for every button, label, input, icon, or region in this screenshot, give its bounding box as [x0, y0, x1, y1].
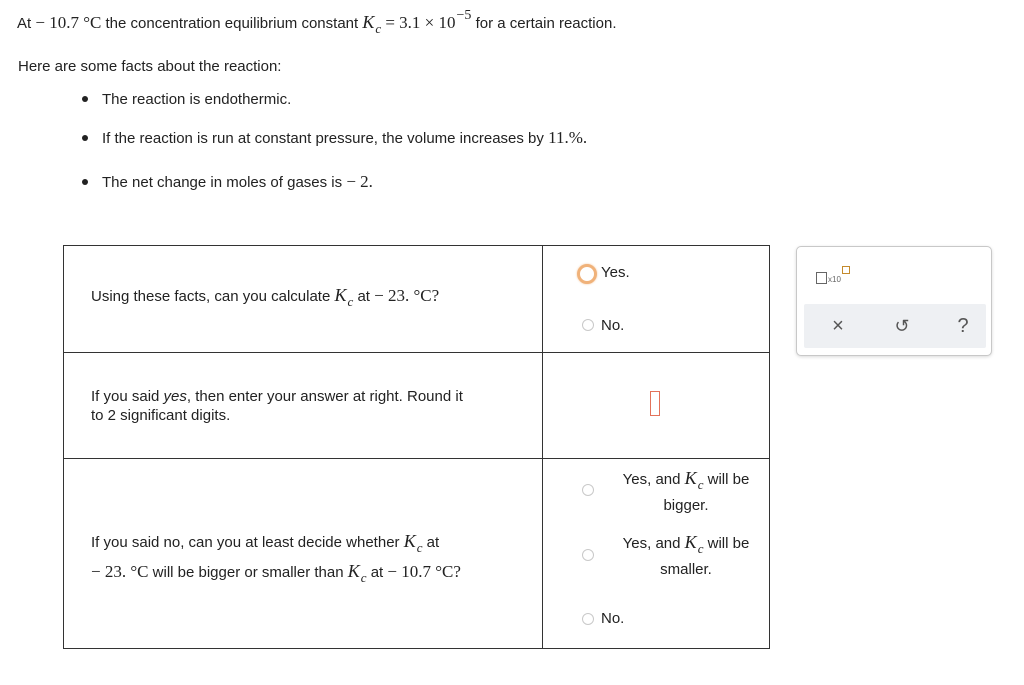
bullet-icon: [82, 135, 88, 141]
q1-text: Using these facts, can you calculate Kc at − 23. °C?: [91, 285, 440, 309]
x10-button[interactable]: [815, 265, 851, 287]
q2-text: If you said yes, then enter your answer at right. Round it to 2 significant digits.: [91, 388, 463, 424]
tool-bar: [804, 304, 986, 348]
q3-text: If you said no, can you at least decide whether Kc at − 23. °C will be bigger or smaller than Kc at − 10.7 °C?: [91, 531, 461, 585]
problem-statement: At − 10.7 °C the concentration equilibrium constant Kc = 3.1 × 10−5 for a certain reaction.: [17, 8, 617, 36]
math-tool-panel: [796, 246, 992, 356]
q1-no-label[interactable]: No.: [601, 317, 625, 334]
help-icon[interactable]: ?: [957, 315, 969, 337]
fact-endothermic: The reaction is endothermic.: [82, 91, 291, 108]
scientific-notation-icon: [815, 265, 851, 287]
bullet-icon: [82, 96, 88, 102]
row-divider: [64, 458, 769, 459]
q3-smaller-label[interactable]: Yes, and Kc will be smaller.: [622, 532, 750, 578]
undo-icon[interactable]: ↺: [894, 316, 910, 336]
fact-volume: If the reaction is run at constant pressure, the volume increases by 11.%.: [82, 128, 587, 148]
k-symbol: K: [362, 12, 375, 32]
q1-yes-radio[interactable]: [577, 264, 597, 284]
q3-smaller-radio[interactable]: [582, 549, 594, 561]
q1-no-radio[interactable]: [582, 319, 594, 331]
row-divider: [64, 352, 769, 353]
q3-no-radio[interactable]: [582, 613, 594, 625]
answer-input[interactable]: [650, 391, 660, 416]
question-table: [63, 245, 770, 649]
fact-moles: The net change in moles of gases is − 2.: [82, 172, 373, 192]
table-divider: [542, 246, 543, 648]
q3-bigger-radio[interactable]: [582, 484, 594, 496]
bullet-icon: [82, 179, 88, 185]
q1-yes-label[interactable]: Yes.: [601, 264, 630, 281]
clear-icon[interactable]: ×: [832, 315, 844, 337]
q3-no-label[interactable]: No.: [601, 610, 625, 627]
svg-text:x10: x10: [828, 275, 841, 284]
q3-bigger-label[interactable]: Yes, and Kc will be bigger.: [622, 468, 750, 514]
facts-intro: Here are some facts about the reaction:: [18, 58, 282, 75]
